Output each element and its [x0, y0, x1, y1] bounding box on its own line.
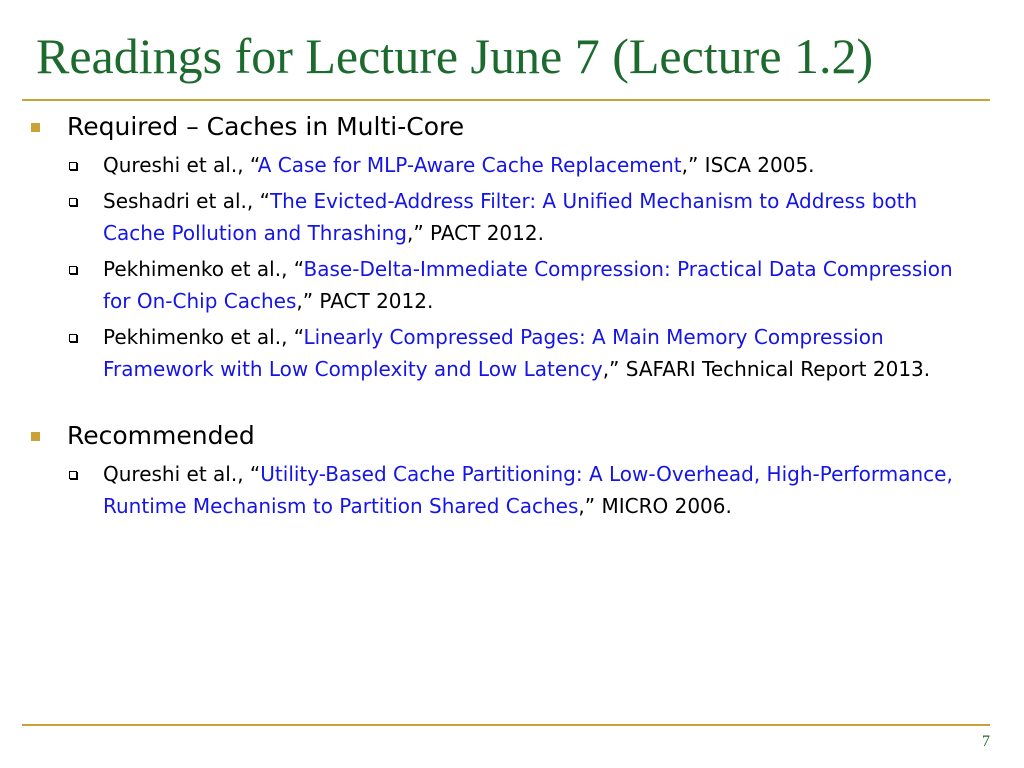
section-heading: Recommended — [0, 417, 1000, 455]
reading-item: Qureshi et al., “A Case for MLP-Aware Cache Replacement,” ISCA 2005. — [0, 149, 1000, 182]
reading-author: Pekhimenko et al., — [103, 256, 294, 281]
reading-title-link[interactable]: A Case for MLP-Aware Cache Replacement — [257, 153, 682, 177]
reading-title-link[interactable]: The Evicted-Address Filter: A Unified Mechanism to Address both Cache Pollution and Thrashing — [103, 188, 918, 245]
reading-item: Pekhimenko et al., “Linearly Compressed Pages: A Main Memory Compression Framework with Low Complexity and Low Latency,” SAFARI Technical Report 2013. — [0, 321, 1000, 386]
reading-author: Pekhimenko et al., — [103, 324, 294, 349]
slide-body — [0, 108, 1000, 523]
reading-venue: ,” PACT 2012. — [296, 289, 434, 313]
reading-venue: ,” MICRO 2006. — [578, 494, 732, 518]
reading-title-link[interactable]: Utility-Based Cache Partitioning: A Low-Overhead, High-Performance, Runtime Mechanism to Partition Shared Caches — [103, 461, 953, 518]
reading-author: Qureshi et al., — [103, 153, 250, 177]
hollow-square-bullet-icon — [69, 471, 77, 479]
footer-divider — [22, 724, 990, 726]
reading-venue: ,” PACT 2012. — [406, 221, 544, 245]
page-number: 7 — [982, 733, 990, 750]
hollow-square-bullet-icon — [69, 334, 77, 342]
square-bullet-icon — [31, 123, 40, 132]
reading-item: Qureshi et al., “Utility-Based Cache Partitioning: A Low-Overhead, High-Performance, Runtime Mechanism to Partition Shared Caches,” MICRO 2006. — [0, 458, 1000, 523]
hollow-square-bullet-icon — [69, 198, 77, 206]
reading-item: Seshadri et al., “The Evicted-Address Filter: A Unified Mechanism to Address both Cache Pollution and Thrashing,” PACT 2012. — [0, 185, 1000, 250]
reading-author: Qureshi et al., — [103, 461, 250, 486]
square-bullet-icon — [31, 432, 40, 441]
reading-author: Seshadri et al., — [103, 188, 260, 213]
reading-venue: ,” SAFARI Technical Report 2013. — [602, 357, 931, 381]
section-required — [0, 108, 1000, 386]
hollow-square-bullet-icon — [69, 266, 77, 274]
reading-title-link[interactable]: Base-Delta-Immediate Compression: Practical Data Compression for On-Chip Caches — [103, 256, 953, 313]
section-heading: Required – Caches in Multi-Core — [0, 108, 1000, 146]
section-recommended — [0, 417, 1000, 523]
slide-title: Readings for Lecture June 7 (Lecture 1.2) — [36, 28, 874, 84]
reading-item: Pekhimenko et al., “Base-Delta-Immediate Compression: Practical Data Compression for On-Chip Caches,” PACT 2012. — [0, 253, 1000, 318]
reading-title-link[interactable]: Linearly Compressed Pages: A Main Memory Compression Framework with Low Complexity and Low Latency — [103, 324, 884, 381]
reading-venue: ,” ISCA 2005. — [681, 153, 815, 177]
hollow-square-bullet-icon — [69, 162, 77, 170]
title-divider — [22, 99, 990, 101]
